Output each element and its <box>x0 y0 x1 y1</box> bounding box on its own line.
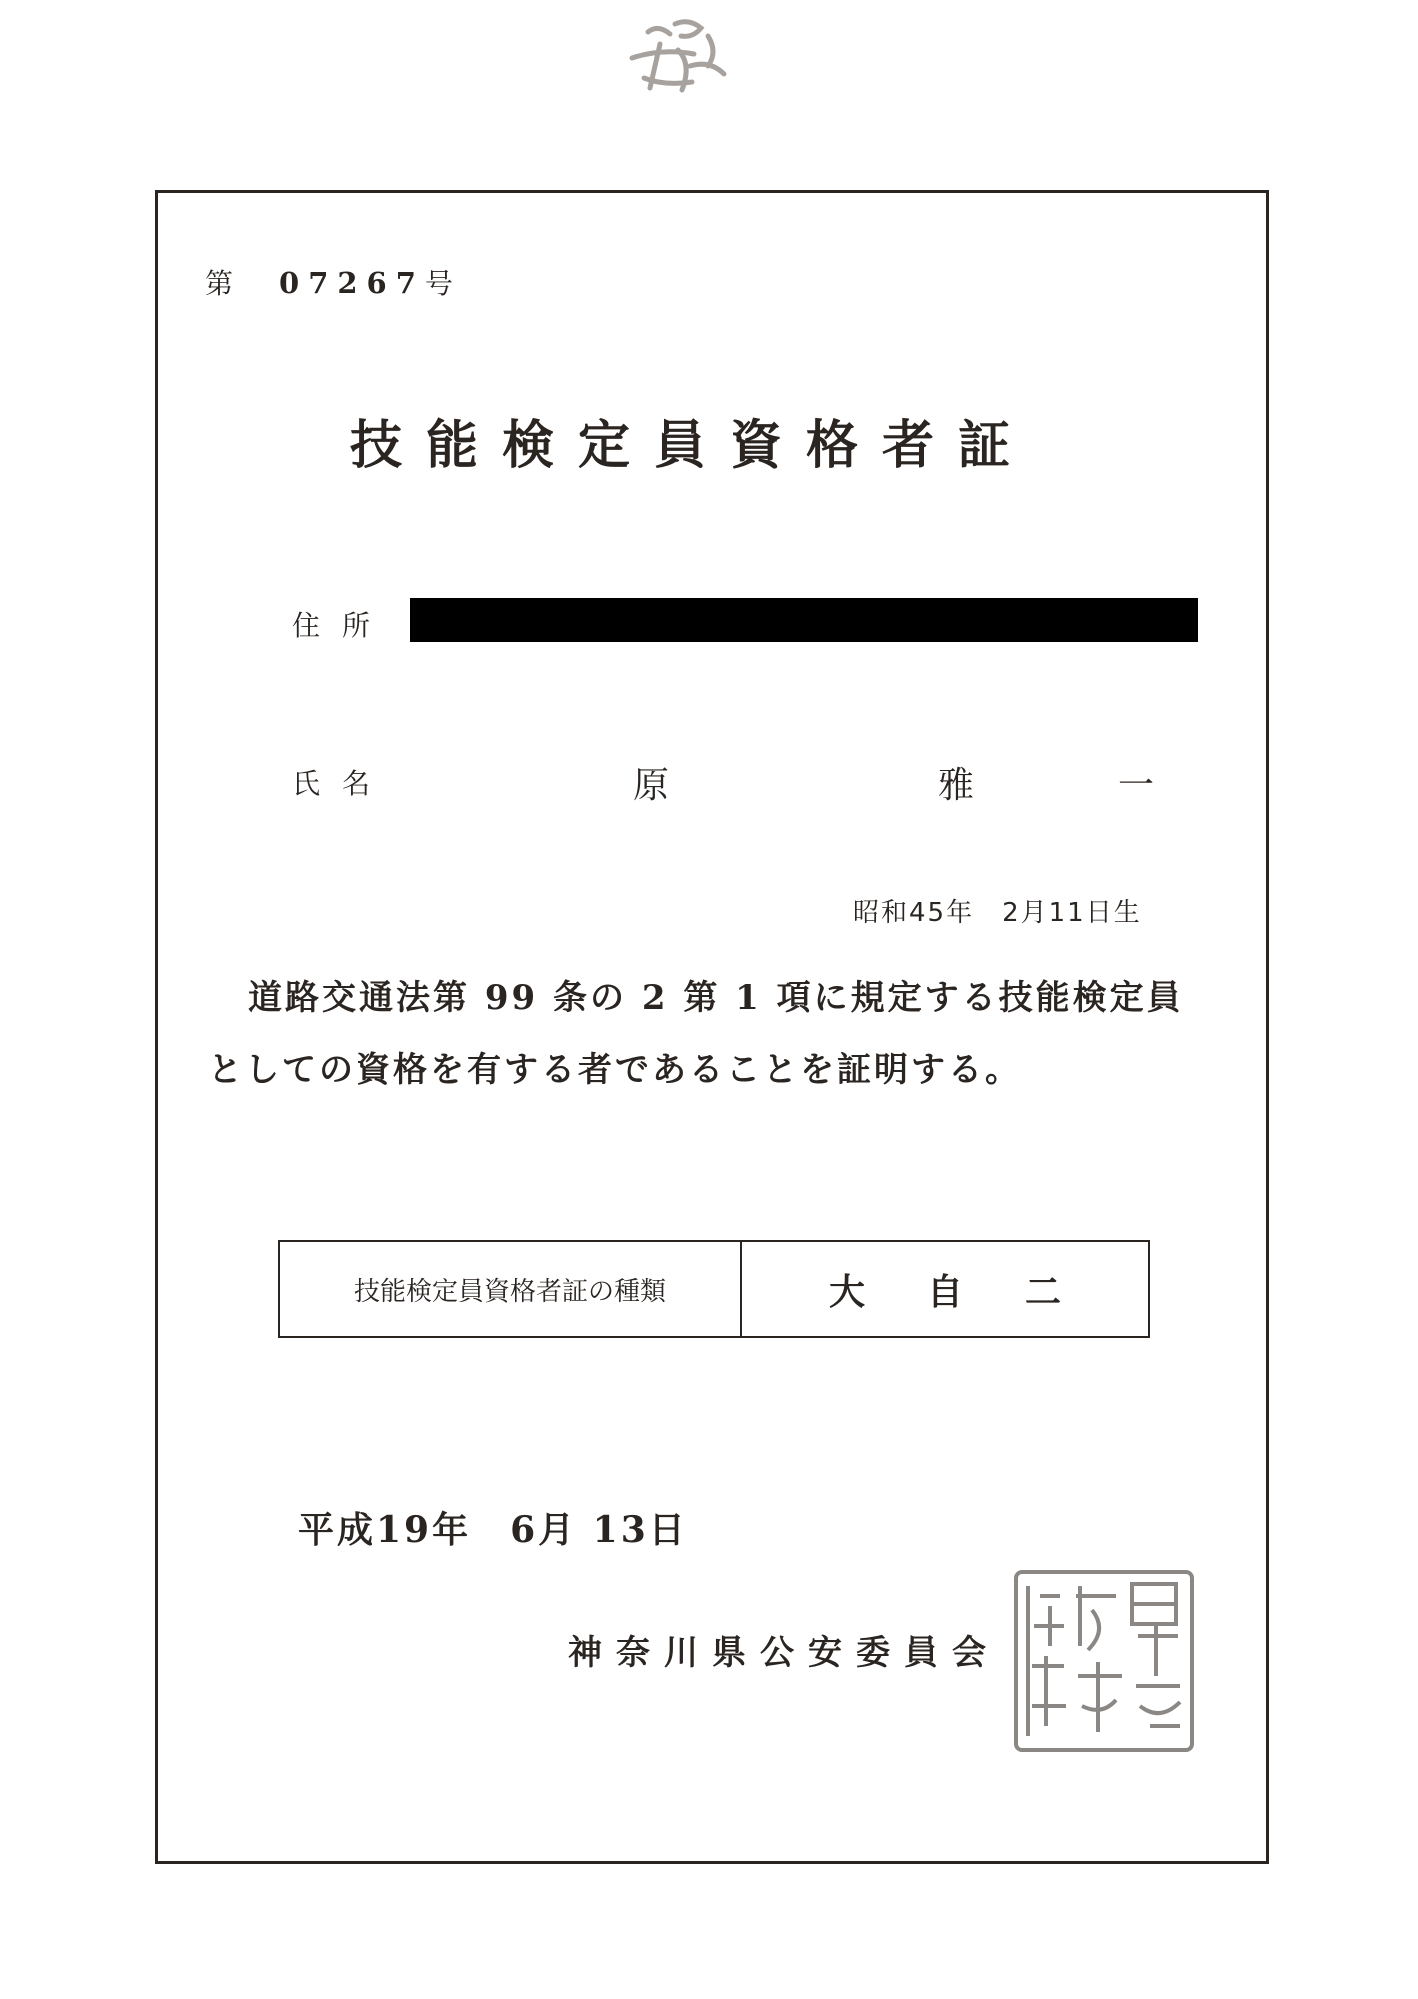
issue-date: 平成19年 6月 13日 <box>298 1509 688 1551</box>
statement-line-2: としての資格を有する者であることを証明する。 <box>208 1050 1022 1090</box>
birth-date: 昭和45年 2月11日生 <box>853 898 1142 928</box>
name-family: 原 <box>633 765 670 806</box>
certificate-number-prefix: 第 <box>205 267 236 300</box>
certificate-number-suffix: 号 <box>424 267 455 300</box>
official-seal <box>1010 1566 1198 1756</box>
document-title: 技能検定員資格者証 <box>350 415 1035 476</box>
name-given-second: 一 <box>1118 765 1155 806</box>
address-redaction <box>410 598 1198 642</box>
license-type-table <box>278 1240 1150 1338</box>
statement-line-1: 道路交通法第 99 条の 2 第 1 項に規定する技能検定員 <box>248 978 1184 1018</box>
certification-statement <box>208 962 1228 1106</box>
issuer-name: 神奈川県公安委員会 <box>568 1633 1000 1673</box>
address-label: 住所 <box>292 609 393 642</box>
certificate-number <box>205 262 455 302</box>
top-stamp-mark <box>620 14 740 106</box>
license-type-label: 技能検定員資格者証の種類 <box>280 1242 742 1336</box>
name-given-first: 雅 <box>938 765 975 806</box>
certificate-number-value: 07267 <box>279 266 425 300</box>
name-label: 氏名 <box>292 767 393 800</box>
license-type-value: 大自二 <box>828 1270 1123 1313</box>
